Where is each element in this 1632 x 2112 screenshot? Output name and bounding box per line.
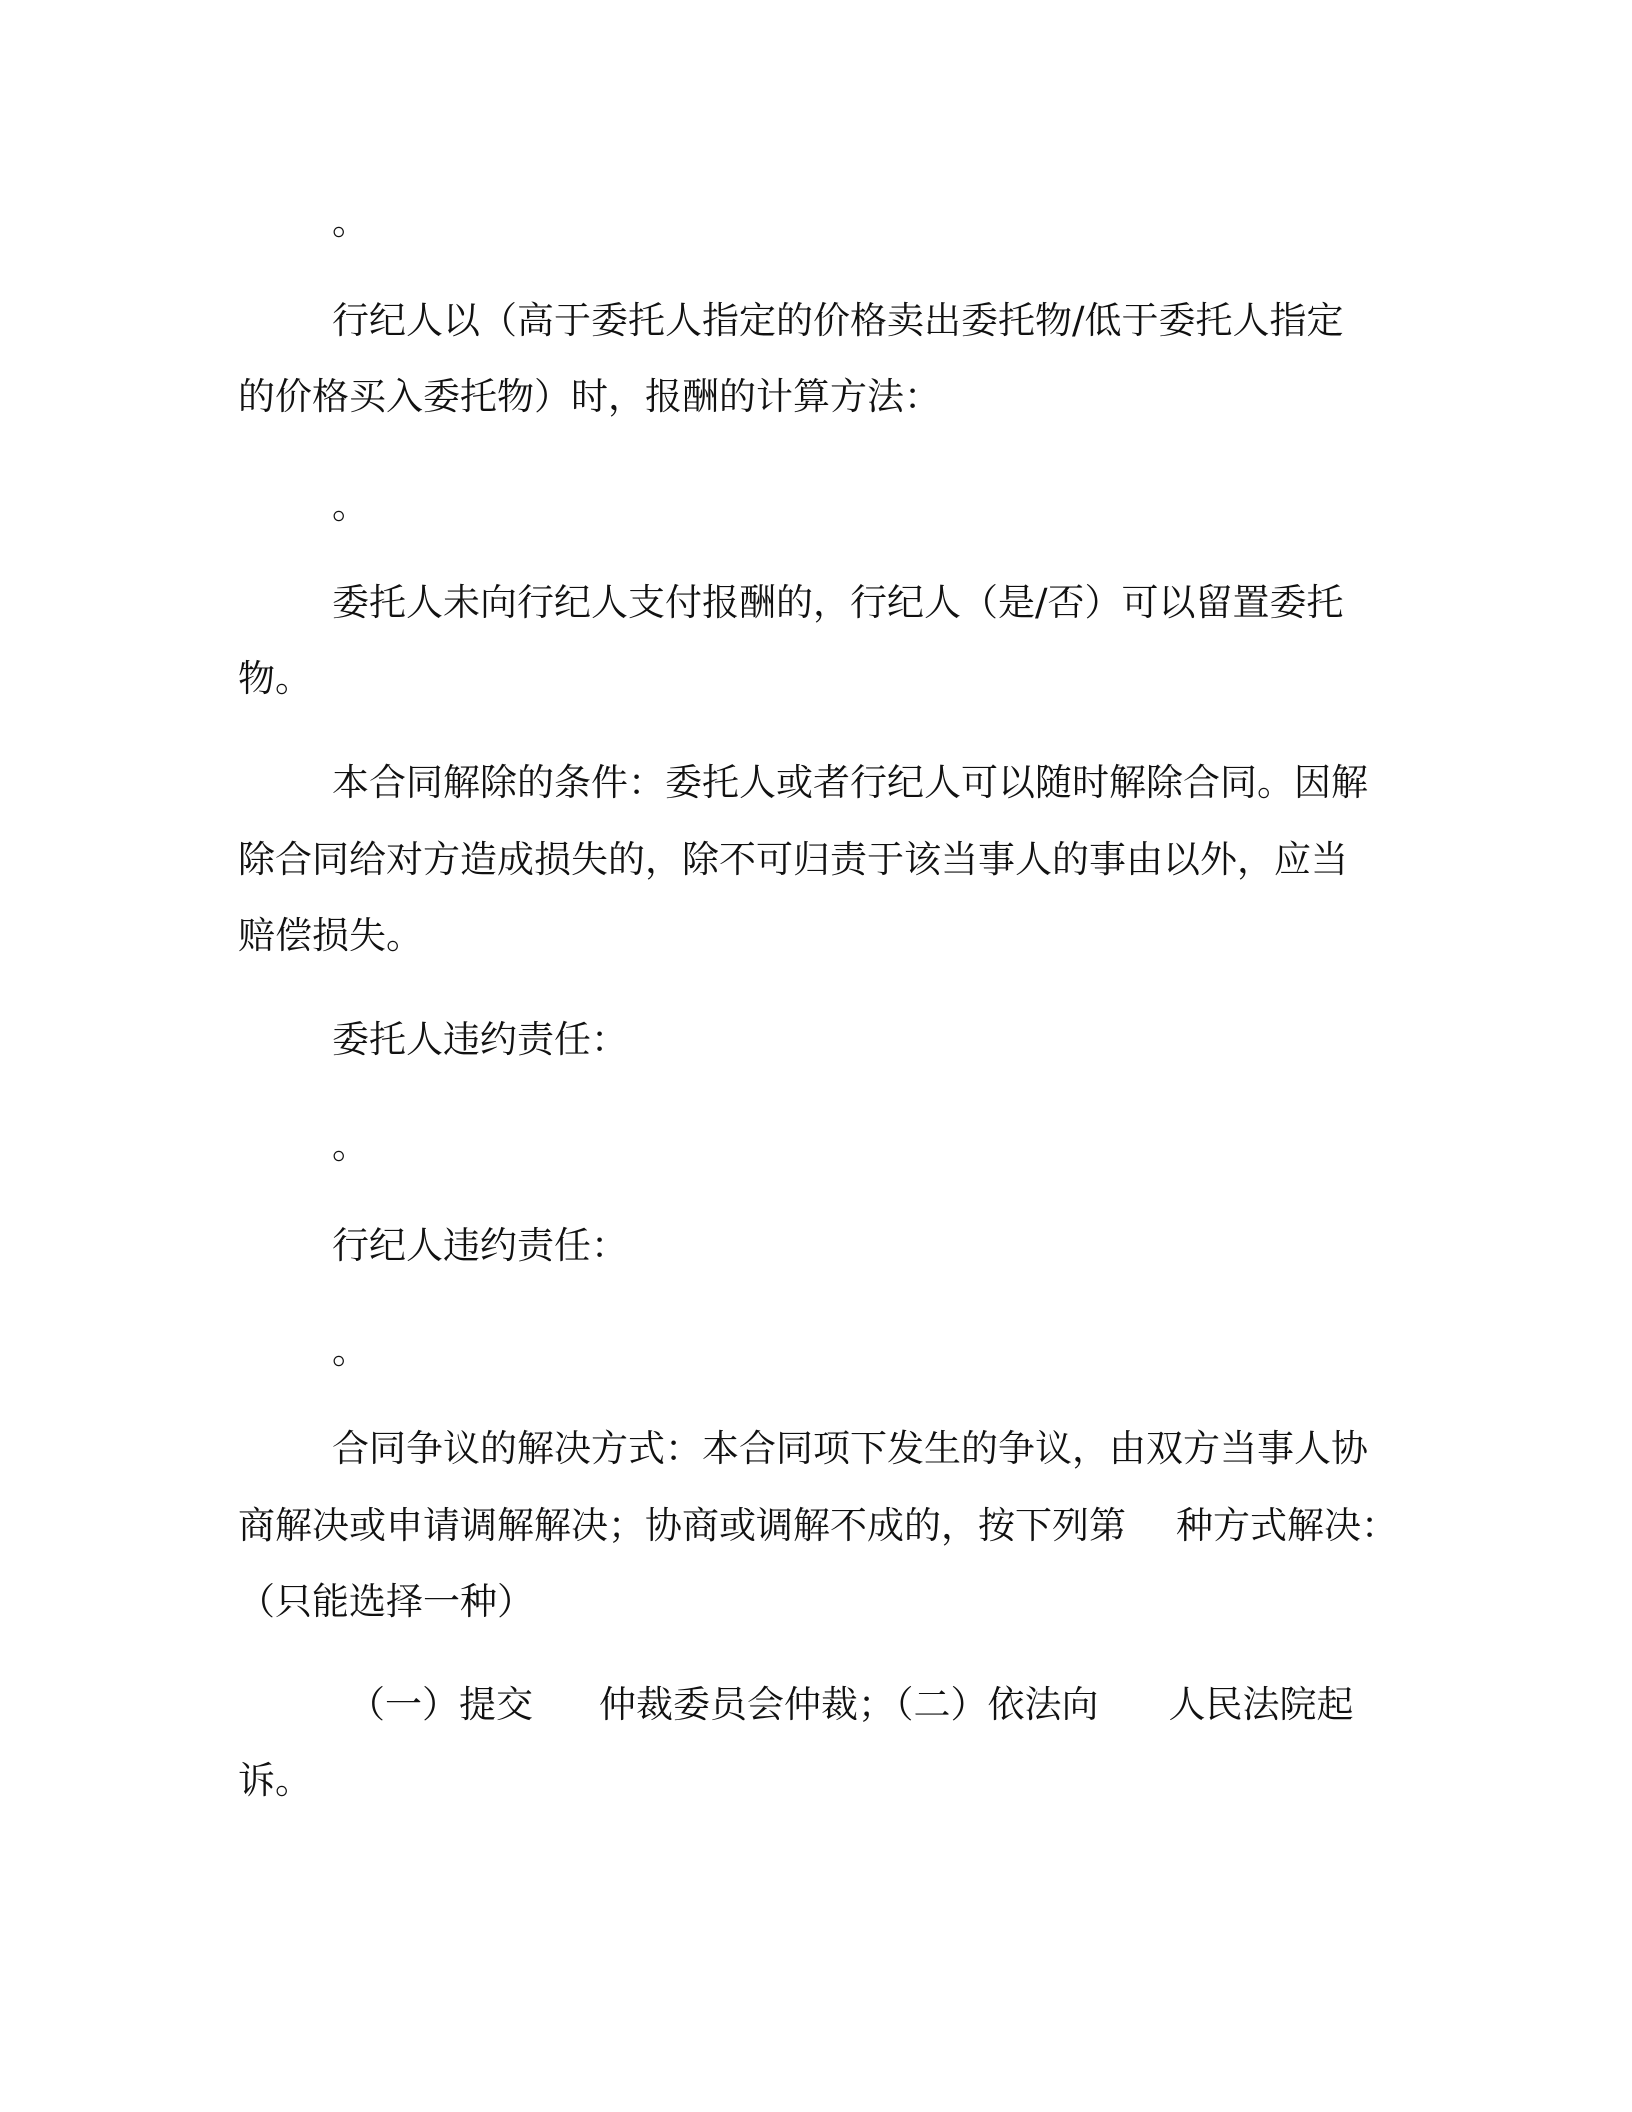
paragraph-text: 行纪人违约责任：: [332, 1224, 628, 1267]
paragraph-text: 委托人违约责任：: [332, 1018, 628, 1061]
text-segment: 种方式解决：: [1176, 1504, 1398, 1547]
blank-line-3: 。: [332, 1124, 369, 1167]
paragraph-text: 委托人未向行纪人支付报酬的，行纪人（是/否）可以留置委托: [332, 581, 1344, 624]
text-segment: 仲裁委员会仲裁；（二）依法向: [599, 1683, 1099, 1726]
paragraph-text: [238, 1502, 1398, 1550]
paragraph-text: [348, 1681, 1354, 1729]
paragraph-text: 合同争议的解决方式：本合同项下发生的争议，由双方当事人协: [332, 1427, 1368, 1470]
paragraph-text: 赔偿损失。: [238, 914, 423, 957]
text-segment: （一）提交: [348, 1683, 533, 1726]
blank-line-1: 。: [332, 200, 369, 243]
paragraph-text: 物。: [238, 657, 312, 700]
paragraph-text: 行纪人以（高于委托人指定的价格卖出委托物/低于委托人指定: [332, 299, 1344, 342]
blank-line-4: 。: [332, 1329, 369, 1372]
paragraph-text: 的价格买入委托物）时，报酬的计算方法：: [238, 375, 941, 418]
paragraph-text: 本合同解除的条件：委托人或者行纪人可以随时解除合同。因解: [332, 761, 1368, 804]
blank-line-2: 。: [332, 484, 369, 527]
paragraph-text: （只能选择一种）: [238, 1580, 534, 1623]
paragraph-text: 除合同给对方造成损失的，除不可归责于该当事人的事由以外，应当: [238, 838, 1348, 881]
text-segment: 商解决或申请调解解决；协商或调解不成的，按下列第: [238, 1504, 1126, 1547]
paragraph-text: 诉。: [238, 1759, 312, 1802]
text-segment: 人民法院起: [1168, 1683, 1354, 1726]
